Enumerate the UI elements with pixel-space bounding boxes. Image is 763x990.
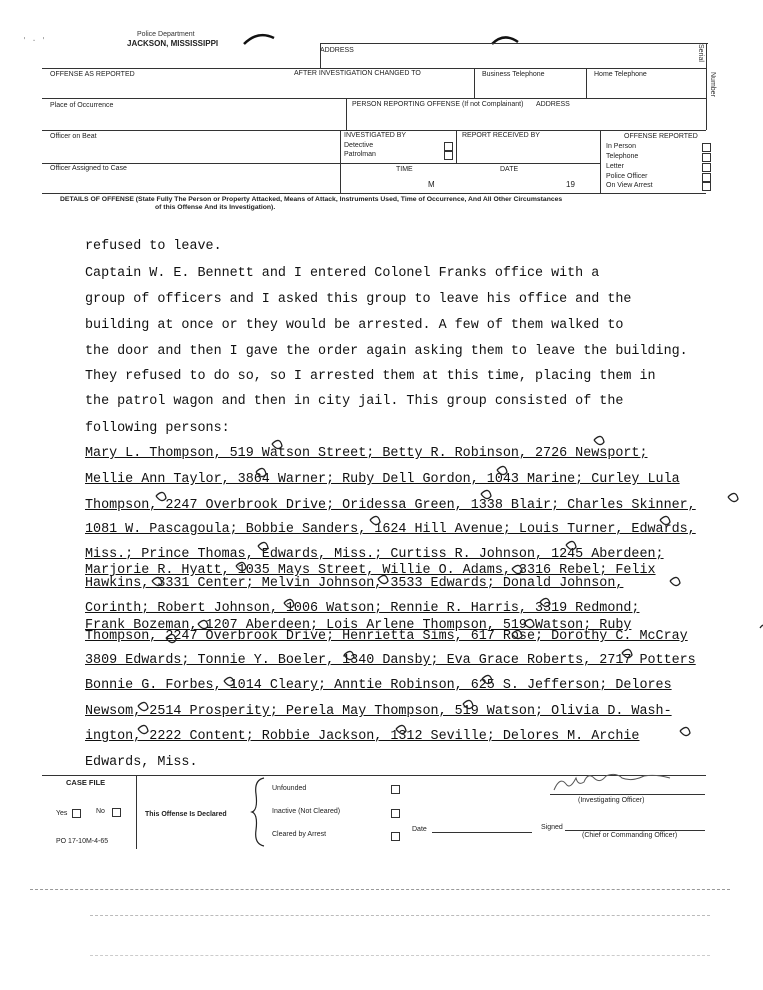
narrative-line: refused to leave. bbox=[85, 239, 222, 254]
arrestee-line: Newsom, 2514 Prosperity; Perela May Thompson, 519 Watson; Olivia D. Wash- bbox=[85, 704, 672, 719]
patrolman-checkbox[interactable] bbox=[444, 151, 453, 160]
on-view-arrest-checkbox[interactable] bbox=[702, 182, 711, 191]
narrative-line: They refused to do so, so I arrested them at this time, placing them in bbox=[85, 369, 656, 384]
after-investigation-label: AFTER INVESTIGATION CHANGED TO bbox=[294, 70, 421, 77]
details-of-offense-label-2: of this Offense And its Investigation). bbox=[155, 204, 276, 211]
place-of-occurrence-label: Place of Occurrence bbox=[50, 102, 114, 109]
declared-bracket bbox=[250, 776, 270, 848]
case-file-no-checkbox[interactable] bbox=[112, 808, 121, 817]
detective-checkbox[interactable] bbox=[444, 142, 453, 151]
letter-label: Letter bbox=[606, 163, 624, 170]
person-reporting-label: PERSON REPORTING OFFENSE (If not Complainant) bbox=[352, 101, 524, 108]
address-label: ADDRESS bbox=[536, 101, 570, 108]
unfounded-label: Unfounded bbox=[272, 785, 307, 792]
year-prefix: 19 bbox=[566, 180, 575, 189]
offense-declared-label: This Offense Is Declared bbox=[145, 811, 227, 818]
arrestee-line: Thompson, 2247 Overbrook Drive; Oridessa Green, 1338 Blair; Charles Skinner, bbox=[85, 498, 696, 513]
chief-officer-label: (Chief or Commanding Officer) bbox=[582, 832, 678, 839]
inactive-checkbox[interactable] bbox=[391, 809, 400, 818]
telephone-label: Telephone bbox=[606, 153, 639, 160]
arrestee-line: Thompson, 2247 Overbrook Drive; Henrietta Sims, 617 Rose; Dorothy C. McCray bbox=[85, 629, 688, 644]
number-label: Number bbox=[709, 72, 716, 97]
in-person-checkbox[interactable] bbox=[702, 143, 711, 152]
no-label: No bbox=[96, 808, 105, 815]
time-meridiem: M bbox=[428, 180, 435, 189]
business-telephone-label: Business Telephone bbox=[482, 71, 545, 78]
inactive-label: Inactive (Not Cleared) bbox=[272, 808, 341, 815]
narrative-line: Edwards, Miss. bbox=[85, 755, 198, 770]
scan-line bbox=[90, 915, 710, 916]
arrestee-line: Hawkins, 3331 Center; Melvin Johnson, 3533 Edwards; Donald Johnson, bbox=[85, 576, 624, 591]
telephone-checkbox[interactable] bbox=[702, 153, 711, 162]
cleared-by-arrest-checkbox[interactable] bbox=[391, 832, 400, 841]
time-label: TIME bbox=[396, 166, 413, 173]
narrative-line: the patrol wagon and then in city jail. This group consisted of the bbox=[85, 394, 624, 409]
department-heading bbox=[115, 31, 218, 48]
in-person-label: In Person bbox=[606, 143, 636, 150]
report-received-by-label: REPORT RECEIVED BY bbox=[462, 132, 540, 139]
punch-hole-left bbox=[240, 28, 280, 48]
punch-hole-right bbox=[488, 30, 528, 50]
arrestee-line: Corinth; Robert Johnson, 1006 Watson; Rennie R. Harris, 3319 Redmond; bbox=[85, 601, 640, 616]
address-header-label: ADDRESS bbox=[320, 47, 354, 54]
narrative-line: building at once or they would be arrested. A few of them walked to bbox=[85, 318, 624, 333]
department-city: JACKSON, MISSISSIPPI bbox=[127, 39, 219, 48]
corner-marks: ' · ' bbox=[22, 36, 47, 45]
scan-line bbox=[30, 889, 730, 890]
arrestee-line: ington, 2222 Content; Robbie Jackson, 1312 Seville; Delores M. Archie bbox=[85, 729, 640, 744]
case-file-yes-checkbox[interactable] bbox=[72, 809, 81, 818]
unfounded-checkbox[interactable] bbox=[391, 785, 400, 794]
arrestee-line: 1081 W. Pascagoula; Bobbie Sanders, 1624 Hill Avenue; Louis Turner, Edwards, bbox=[85, 522, 696, 537]
officer-assigned-label: Officer Assigned to Case bbox=[50, 165, 127, 172]
investigating-officer-label: (Investigating Officer) bbox=[578, 797, 645, 804]
offense-as-reported-label: OFFENSE AS REPORTED bbox=[50, 71, 135, 78]
letter-checkbox[interactable] bbox=[702, 163, 711, 172]
date-label: DATE bbox=[500, 166, 519, 173]
police-officer-label: Police Officer bbox=[606, 173, 648, 180]
arrestee-line: Bonnie G. Forbes, 1014 Cleary; Anntie Robinson, 625 S. Jefferson; Delores bbox=[85, 678, 672, 693]
on-view-arrest-label: On View Arrest bbox=[606, 182, 653, 189]
officer-on-beat-label: Officer on Beat bbox=[50, 133, 97, 140]
case-file-label: CASE FILE bbox=[66, 778, 106, 787]
footer-date-label: Date bbox=[412, 826, 427, 833]
signed-label: Signed bbox=[541, 824, 563, 831]
narrative-line: group of officers and I asked this group to leave his office and the bbox=[85, 292, 632, 307]
patrolman-label: Patrolman bbox=[344, 151, 376, 158]
narrative-line: following persons: bbox=[85, 421, 230, 436]
arrestee-line: Mary L. Thompson, 519 Watson Street; Betty R. Robinson, 2726 Newsport; bbox=[85, 446, 648, 461]
police-officer-checkbox[interactable] bbox=[702, 173, 711, 182]
arrestee-line: Miss.; Prince Thomas, Edwards, Miss.; Curtiss R. Johnson, 1245 Aberdeen; bbox=[85, 547, 664, 562]
yes-label: Yes bbox=[56, 810, 68, 817]
cleared-by-arrest-label: Cleared by Arrest bbox=[272, 831, 327, 838]
arrestee-line: Frank Bozeman, 1207 Aberdeen; Lois Arlene Thompson, 519 Watson; Ruby bbox=[85, 618, 632, 633]
narrative-line: Captain W. E. Bennett and I entered Colonel Franks office with a bbox=[85, 266, 600, 281]
narrative-line: the door and then I gave the order again asking them to leave the building. bbox=[85, 344, 688, 359]
offense-reported-label: OFFENSE REPORTED bbox=[624, 133, 698, 140]
scan-line bbox=[90, 955, 710, 956]
arrestee-line: Mellie Ann Taylor, 3864 Warner; Ruby Dell Gordon, 1043 Marine; Curley Lula bbox=[85, 472, 680, 487]
investigated-by-label: INVESTIGATED BY bbox=[344, 132, 407, 139]
details-of-offense-label: DETAILS OF OFFENSE (State Fully The Person or Property Attacked, Means of Attack, Instruments Used, Time of Occurrence, And All Other Circumstances bbox=[60, 196, 563, 203]
department-name: Police Department bbox=[137, 31, 195, 38]
arrestee-line: Marjorie R. Hyatt, 1035 Mays Street, Willie O. Adams, 3316 Rebel; Felix bbox=[85, 563, 656, 578]
home-telephone-label: Home Telephone bbox=[594, 71, 647, 78]
serial-label: Serial bbox=[697, 44, 704, 62]
arrestee-line: 3809 Edwards; Tonnie Y. Boeler, 1340 Dansby; Eva Grace Roberts, 2717 Potters bbox=[85, 653, 696, 668]
form-number: PO 17-10M-4-65 bbox=[56, 838, 109, 845]
detective-label: Detective bbox=[344, 142, 374, 149]
